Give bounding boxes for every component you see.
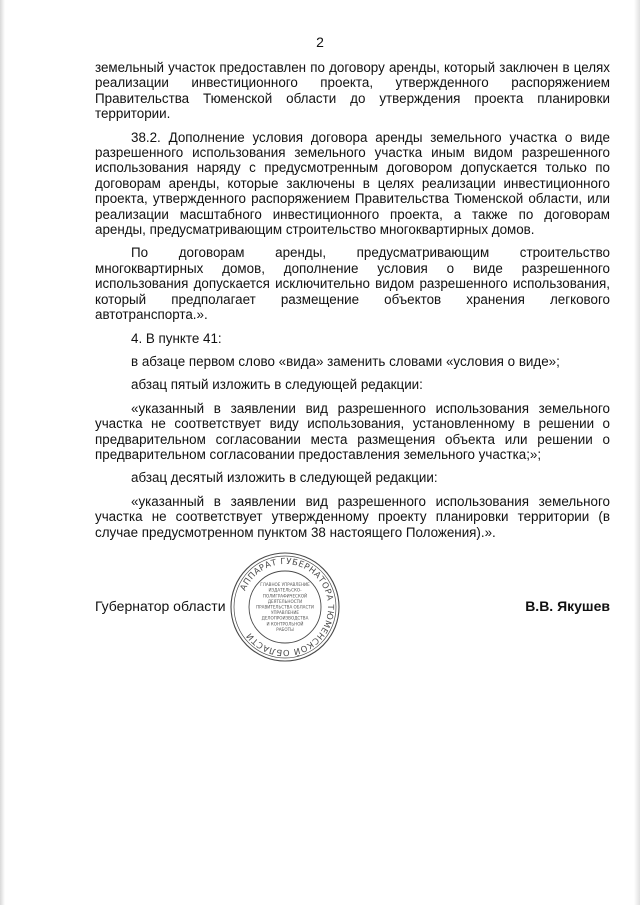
seal-center-line: ДЕЛОПРОИЗВОДСТВА xyxy=(261,615,309,621)
seal-center-line: ИЗДАТЕЛЬСКО- xyxy=(268,587,302,593)
official-seal-icon xyxy=(229,551,341,663)
paragraph-fifth-heading: абзац пятый изложить в следующей редакции: xyxy=(131,377,423,393)
seal-center-line: ДЕЯТЕЛЬНОСТИ xyxy=(267,598,303,604)
paragraph-apartment-leases: По договорам аренды, предусматривающим строительство многоквартирных домов, дополнение условия о виде разрешенного использования допускается исключительно видом разрешенного использования, который предполагает размещение объектов хранения легкового автотранспорта.». xyxy=(95,245,610,323)
scan-edge-right xyxy=(634,0,640,905)
paragraph-38-2: 38.2. Дополнение условия договора аренды земельного участка о виде разрешенного использования земельного участка иным видом разрешенного использования наряду с предусмотренным договором допускается только по договорам аренды, которые заключены в целях реализации инвестиционного проекта, утвержденного распоряжением Правительства Тюменской области, или реализации масштабного инвестиционного проекта, а также по договорам аренды, предусматривающим строительство многоквартирных домов. xyxy=(95,129,610,238)
paragraph-fifth-text: «указанный в заявлении вид разрешенного использования земельного участка не соответствует виду использования, установленному в решении о предварительном согласовании места размещения объекта или решении о предварительном согласовании предоставления земельного участка;»; xyxy=(95,400,610,462)
seal-ring-text: АППАРАТ ГУБЕРНАТОРА ТЮМЕНСКОЙ ОБЛАСТИ xyxy=(237,555,337,659)
paragraph-first-clause: в абзаце первом слово «вида» заменить словами «условия о виде»; xyxy=(131,353,560,369)
seal-center-line: И КОНТРОЛЬНОЙ xyxy=(266,621,304,627)
paragraph-tenth-heading: абзац десятый изложить в следующей редакции: xyxy=(131,470,438,486)
paragraph-continuation: земельный участок предоставлен по договору аренды, который заключен в целях реализации инвестиционного проекта, утвержденного распоряжением Правительства Тюменской области до утверждения проекта планировки территории. xyxy=(95,60,610,122)
signatory-title: Губернатор области xyxy=(95,598,226,614)
document-body xyxy=(95,60,610,548)
seal-center-line: ПОЛИГРАФИЧЕСКОЙ xyxy=(262,593,308,599)
signature-row xyxy=(95,598,610,618)
seal-center-line: РАБОТЫ xyxy=(276,626,294,632)
seal-center-line: ПРАВИТЕЛЬСТВА ОБЛАСТИ xyxy=(256,604,314,610)
paragraph-tenth-text: «указанный в заявлении вид разрешенного использования земельного участка не соответствует утвержденному проекту планировки территории (в случае предусмотренном пунктом 38 настоящего Положения).». xyxy=(95,493,610,540)
paragraph-item-4: 4. В пункте 41: xyxy=(131,330,222,346)
page-number: 2 xyxy=(316,34,324,50)
seal-center-line: УПРАВЛЕНИЕ xyxy=(270,610,300,616)
seal-center-line: ГЛАВНОЕ УПРАВЛЕНИЕ xyxy=(260,582,310,588)
signatory-name: В.В. Якушев xyxy=(525,598,610,614)
scan-edge-left xyxy=(0,0,5,905)
